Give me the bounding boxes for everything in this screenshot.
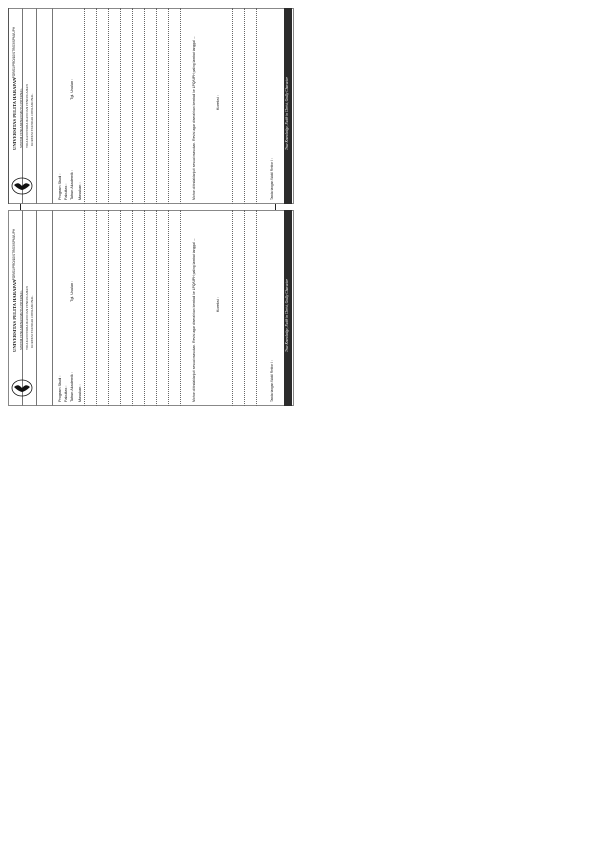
slip-2-system: SISTEM PENJAMINAN MUTU INTERNAL (19, 290, 23, 350)
slip-2-masukan: Masukan : (78, 384, 82, 402)
slip-1-mohon: Mohon ditindaklanjuti sesuai masukan. Revisi agar diserahkan kembali ke LPQ/UPH paling lambat tanggal ... (192, 36, 196, 200)
slips-page (0, 26, 300, 848)
slip-2-tgl-usulan: Tgl. Usulan : (70, 280, 74, 302)
slip-1-tahun-akademik: Tahun Akademik : (70, 170, 74, 200)
slip-1-title2: KOREKSI STANDAR OPERASIONAL (30, 93, 34, 146)
slip-1-program-studi: Program Studi : (58, 173, 62, 200)
slip-2-university: UNIVERSITAS PELITA HARAPAN (12, 279, 17, 352)
slip-2-footer-motto: True Knowledge, Faith in Christ, Godly Character (285, 278, 289, 352)
slip-2-mohon: Mohon ditindaklanjuti sesuai masukan. Revisi agar diserahkan kembali ke LPQ/UPH paling lambat tanggal ... (192, 238, 196, 402)
slip-2-fakultas: Fakultas : (64, 385, 68, 402)
slip-2-logo (10, 378, 34, 398)
slip-2-ttd: Tanda tangan Wakil Rektor I : (270, 360, 274, 402)
slip-1-ttd: Tanda tangan Wakil Rektor I : (270, 158, 274, 200)
slip-1-koreksi: Koreksi : (216, 95, 220, 110)
slip-2-koreksi: Koreksi : (216, 297, 220, 312)
slip-2-title2: KOREKSI STANDAR OPERASIONAL (30, 295, 34, 348)
slip-2-tahun-akademik: Tahun Akademik : (70, 372, 74, 402)
slip-2-meta: : FOR/01/PRO/10/STR/03/SPMI/UPH (12, 228, 16, 282)
slip-1-title1: TIDAKAN PERBAIKAN DAN PENCEGAHAN (25, 84, 29, 148)
slip-1-masukan: Masukan : (78, 182, 82, 200)
slip-2-program-studi: Program Studi : (58, 375, 62, 402)
slip-2 (8, 210, 294, 406)
slip-2-title1: TIDAKAN PERBAIKAN DAN PENCEGAHAN (25, 286, 29, 350)
slip-1 (8, 8, 294, 204)
slip-1-tgl-usulan: Tgl. Usulan : (70, 78, 74, 100)
slip-1-footer-motto: True Knowledge, Faith in Christ, Godly Character (285, 76, 289, 150)
slip-1-meta: : FOR/01/PRO/10/STR/03/SPMI/UPH (12, 26, 16, 80)
slip-1-university: UNIVERSITAS PELITA HARAPAN (12, 77, 17, 150)
slip-1-logo (10, 176, 34, 196)
slip-1-system: SISTEM PENJAMINAN MUTU INTERNAL (19, 88, 23, 148)
slip-1-fakultas: Fakultas : (64, 183, 68, 200)
